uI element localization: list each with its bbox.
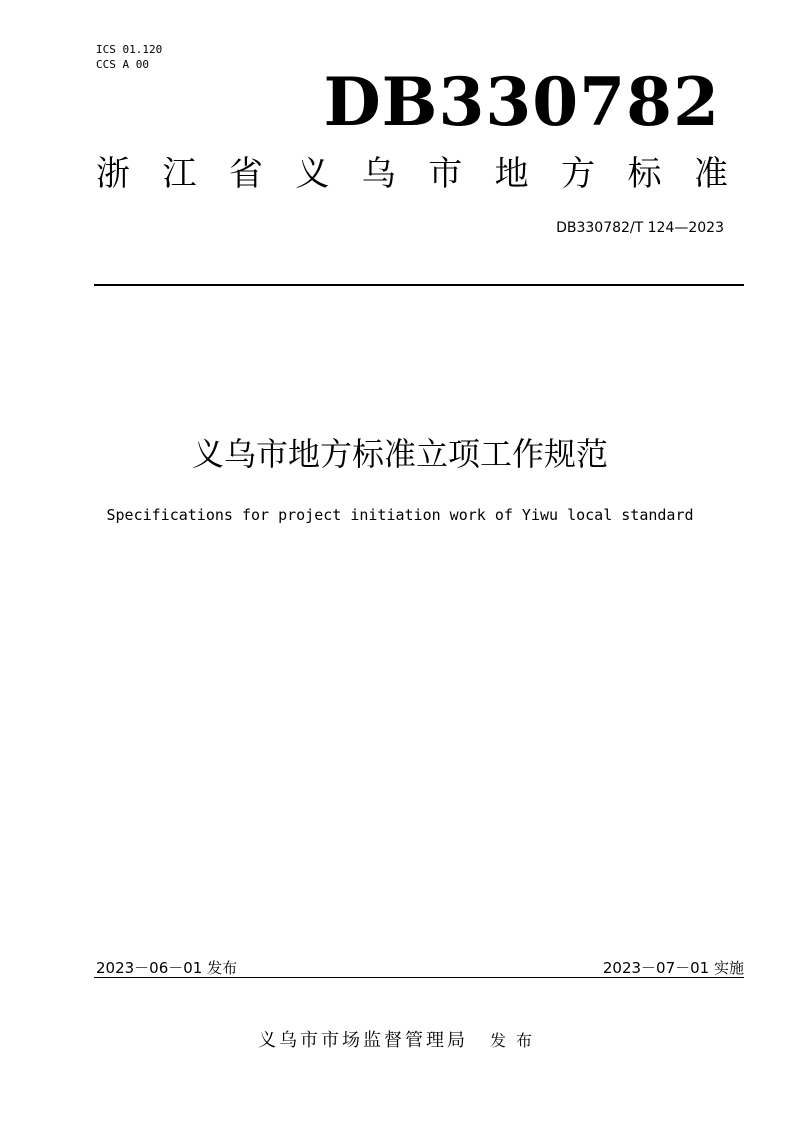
document-title-en: Specifications for project initiation work of Yiwu local standard [106, 506, 694, 524]
standard-code: DB330782 [323, 63, 720, 141]
issuing-organization: 义乌市市场监督管理局 [257, 1030, 468, 1051]
issuer-line [0, 1028, 800, 1054]
heading-char: 江 [162, 154, 197, 194]
heading-char: 市 [428, 154, 463, 194]
heading-char: 义 [295, 154, 330, 194]
heading-char: 乌 [361, 154, 396, 194]
local-standard-heading [96, 152, 728, 196]
header-divider [94, 284, 744, 286]
footer-divider [94, 977, 744, 978]
heading-char: 准 [693, 154, 728, 194]
heading-char: 标 [627, 154, 662, 194]
document-title-zh: 义乌市地方标准立项工作规范 [191, 435, 608, 473]
standard-number: DB330782/T 124—2023 [556, 220, 724, 236]
heading-char: 方 [561, 154, 596, 194]
heading-char: 地 [494, 154, 529, 194]
classification-codes [96, 42, 162, 72]
ccs-code: CCS A 00 [96, 58, 149, 71]
heading-char: 省 [228, 154, 263, 194]
implement-date: 2023－07－01 实施 [602, 959, 744, 977]
heading-char: 浙 [96, 154, 130, 194]
publish-date: 2023－06－01 发布 [96, 959, 238, 977]
ics-code: ICS 01.120 [96, 43, 163, 56]
issue-action: 发布 [489, 1031, 542, 1050]
